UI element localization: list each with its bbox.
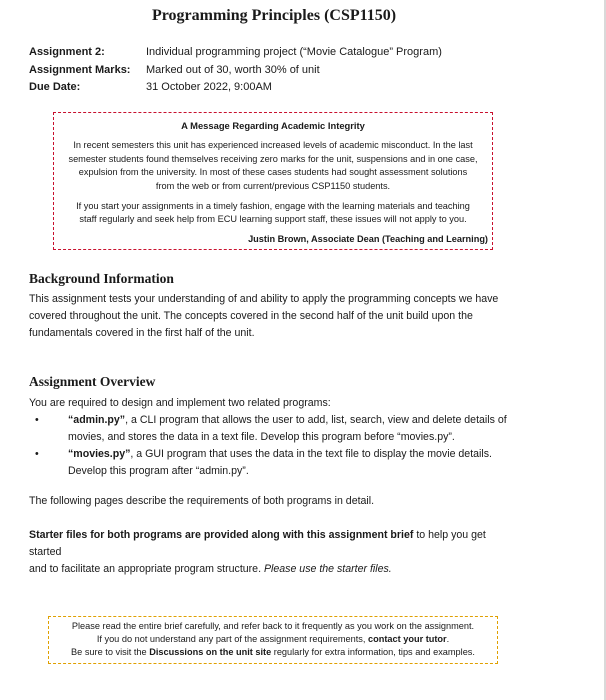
due-date-label: Due Date:: [29, 81, 81, 93]
integrity-signature: Justin Brown, Associate Dean (Teaching and Learning): [248, 233, 488, 244]
bullet-icon: •: [35, 414, 39, 426]
reminder-line: [49, 646, 497, 659]
integrity-line: from the web or from current/previous CSP1150 students.: [155, 180, 391, 191]
starter-files-bold: Starter files for both programs are provided along with this assignment brief: [29, 529, 414, 541]
program-description: movies, and stores the data in a text file. Develop this program before “movies.py”.: [68, 431, 455, 443]
starter-files-italic: Please use the starter files.: [263, 563, 392, 575]
integrity-line: semester students found themselves receiving zero marks for the unit, suspensions and in one case,: [68, 153, 478, 164]
requirements-note: The following pages describe the requirements of both programs in detail.: [29, 495, 375, 507]
reminder-text: regularly for extra information, tips and examples.: [271, 647, 475, 658]
starter-files-text: to help you get started: [29, 529, 486, 558]
integrity-line: staff regularly and seek help from ECU learning support staff, these issues will not apply to you.: [79, 214, 467, 225]
program-name: “admin.py”: [68, 414, 126, 426]
program-description: , a CLI program that allows the user to add, list, search, view and delete details of: [125, 414, 507, 426]
reminder-text: .: [446, 634, 450, 645]
contact-tutor-text: contact your tutor: [368, 634, 447, 645]
program-description: , a GUI program that uses the data in the text file to display the movie details.: [130, 448, 492, 460]
integrity-paragraph-2: [54, 200, 492, 227]
overview-intro: You are required to design and implement two related programs:: [29, 397, 331, 409]
list-item: [29, 446, 521, 480]
marks-label: Assignment Marks:: [29, 63, 131, 76]
starter-files-text: and to facilitate an appropriate program structure.: [29, 563, 264, 575]
marks-value: Marked out of 30, worth 30% of unit: [146, 63, 320, 76]
assignment-label: Assignment 2:: [29, 46, 105, 58]
starter-files-paragraph: [29, 527, 521, 578]
reminder-line: [49, 633, 497, 646]
program-list: [29, 412, 521, 480]
reminder-line: Please read the entire brief carefully, and refer back to it frequently as you work on the assignment.: [71, 621, 475, 631]
background-line: fundamentals covered in the first half of the unit.: [29, 327, 255, 339]
integrity-heading: A Message Regarding Academic Integrity: [181, 120, 365, 131]
due-date-value: 31 October 2022, 9:00AM: [146, 81, 272, 93]
list-item: [29, 412, 521, 446]
discussions-text: Discussions on the unit site: [149, 647, 272, 658]
reminder-text: Be sure to visit the: [71, 647, 150, 658]
integrity-line: expulsion from the university. In most of these cases students had sought assessment solutions: [78, 167, 468, 178]
integrity-line: If you start your assignments in a timely fashion, engage with the learning materials and teaching: [76, 201, 470, 212]
background-line: covered throughout the unit. The concepts covered in the second half of the unit build upon the: [29, 310, 473, 322]
background-paragraph: [29, 291, 521, 342]
integrity-paragraph-1: [54, 139, 492, 193]
reminder-box: [48, 616, 498, 664]
due-date-row: [29, 79, 442, 97]
background-line: This assignment tests your understanding of and ability to apply the programming concepts we have: [29, 293, 499, 305]
assignment-row: [29, 44, 442, 62]
bullet-icon: •: [35, 448, 39, 460]
integrity-line: In recent semesters this unit has experienced increased levels of academic misconduct. In the last: [73, 140, 473, 151]
page-title: Programming Principles (CSP1150): [151, 7, 397, 24]
background-heading: Background Information: [29, 271, 174, 286]
assignment-value: Individual programming project (“Movie Catalogue” Program): [146, 46, 442, 58]
marks-row: [29, 62, 442, 80]
academic-integrity-box: [53, 112, 493, 250]
reminder-text: If you do not understand any part of the assignment requirements,: [96, 634, 369, 645]
assignment-details: [29, 44, 442, 97]
program-name: “movies.py”: [68, 448, 131, 460]
program-description: Develop this program after “admin.py”.: [68, 465, 249, 477]
overview-heading: Assignment Overview: [29, 374, 156, 389]
